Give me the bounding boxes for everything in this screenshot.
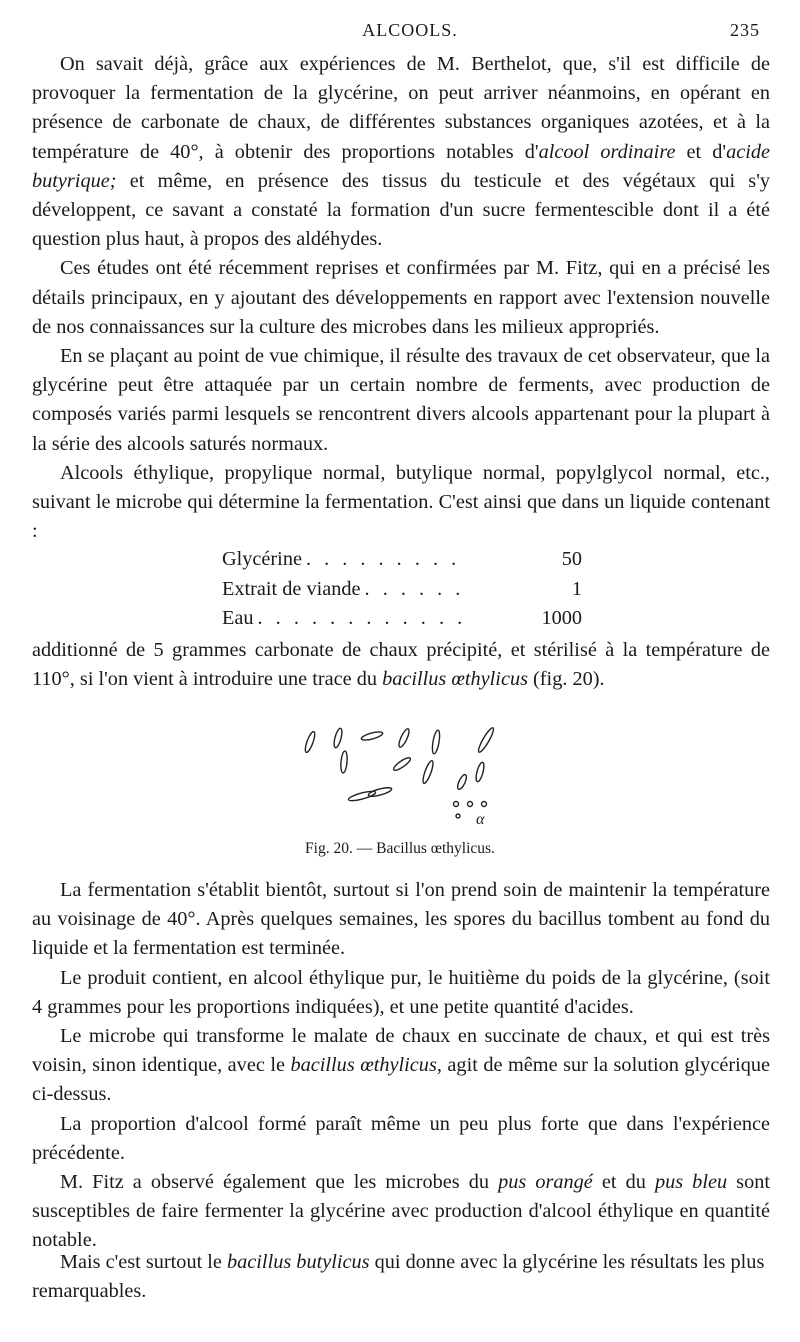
table-row: Extrait de viande . . . . . . 1 <box>222 577 582 600</box>
paragraph-fermentation: La fermentation s'établit bientôt, surtout si l'on prend soin de maintenir la température au voisinage de 40°. Après quelques semaines, les spores du bacillus tombent au fond du liquide et la fermentation est terminée. <box>32 879 770 960</box>
italic-term: bacillus butylicus <box>227 1251 370 1273</box>
italic-term: acide butyrique; <box>32 140 771 192</box>
italic-term: alcool ordinaire <box>538 140 676 163</box>
paragraph-microbe: Le microbe qui transforme le malate de chaux en succinate de chaux, et qui est très voisin, sinon identique, avec le bacillus œthylicus, agit de même sur la solution glycérique ci-dessus. <box>32 1025 770 1106</box>
running-title: ALCOOLS. <box>362 20 458 40</box>
paragraph-alcools: Alcools éthylique, propylique normal, butylique normal, popylglycol normal, etc., suivant le microbe qui détermine la fermentation. C'est ainsi que dans un liquide contenant : <box>32 461 770 543</box>
paragraph-produit: Le produit contient, en alcool éthylique pur, le huitième du poids de la glycérine, (soit 4 grammes pour les proportions indiquées), et une petite quantité d'acides. <box>32 966 770 1018</box>
italic-term: pus bleu <box>654 1171 728 1194</box>
paragraph-butylicus: Mais c'est surtout le bacillus butylicus qui donne avec la glycérine les résultats les plus remarquables. <box>32 1251 765 1303</box>
page-number: 235 <box>730 20 760 40</box>
paragraph-proportion: La proportion d'alcool formé paraît même un peu plus forte que dans l'expérience précédente. <box>32 1112 770 1164</box>
paragraph-pus: M. Fitz a observé également que les microbes du pus orangé et du pus bleu sont susceptibles de faire fermenter la glycérine avec production d'alcool éthylique en quantité notable. <box>32 1171 770 1252</box>
italic-term: bacillus œthylicus, <box>290 1054 442 1077</box>
figure-caption: Fig. 20. — Bacillus œthylicus. <box>305 840 495 857</box>
bacillus-illustration <box>280 720 540 830</box>
text-block-bottom <box>32 876 770 1256</box>
italic-term: pus orangé <box>498 1171 593 1194</box>
page-header <box>60 14 760 44</box>
paragraph-chemical: En se plaçant au point de vue chimique, il résulte des travaux de cet observateur, que la glycérine peut être attaquée par un certain nombre de ferments, avec production de composés variés parmi lesquels se rencontrent divers alcools appartenant pour la plupart à la série des alcools saturés normaux. <box>32 345 770 455</box>
text-block-top <box>32 50 770 546</box>
figure-label: α <box>476 811 485 828</box>
paragraph-berthelot: On savait déjà, grâce aux expériences de M. Berthelot, que, s'il est difficile de provoquer la fermentation de la glycérine, on peut arriver néanmoins, en opérant en présence de carbonate de chaux, de différentes substances organiques azotées, et à la température de 40°, à obtenir des proportions notables d'alcool ordinaire et d'acide butyrique; et même, en présence des tissus du testicule et des végétaux qui s'y développent, ce savant a constaté la formation d'un sucre fermentescible dont il a été question plus haut, à propos des aldéhydes. <box>32 53 771 251</box>
italic-term: bacillus œthylicus <box>382 668 528 691</box>
text-block-final <box>32 1248 770 1306</box>
table-row: Glycérine . . . . . . . . . 50 <box>222 548 582 570</box>
table-row: Eau . . . . . . . . . . . . 1000 <box>222 607 582 629</box>
text-after-table <box>32 636 770 694</box>
paragraph-additionne: additionné de 5 grammes carbonate de chaux précipité, et stérilisé à la température de 110°, si l'on vient à introduire une trace du bacillus œthylicus (fig. 20). <box>32 639 770 691</box>
composition-table <box>222 545 582 634</box>
paragraph-fitz: Ces études ont été récemment reprises et confirmées par M. Fitz, qui en a précisé les détails principaux, en y ajoutant des développements en rapport avec l'extension nouvelle de nos connaissances sur la culture des microbes dans les milieux appropriés. <box>32 257 770 338</box>
